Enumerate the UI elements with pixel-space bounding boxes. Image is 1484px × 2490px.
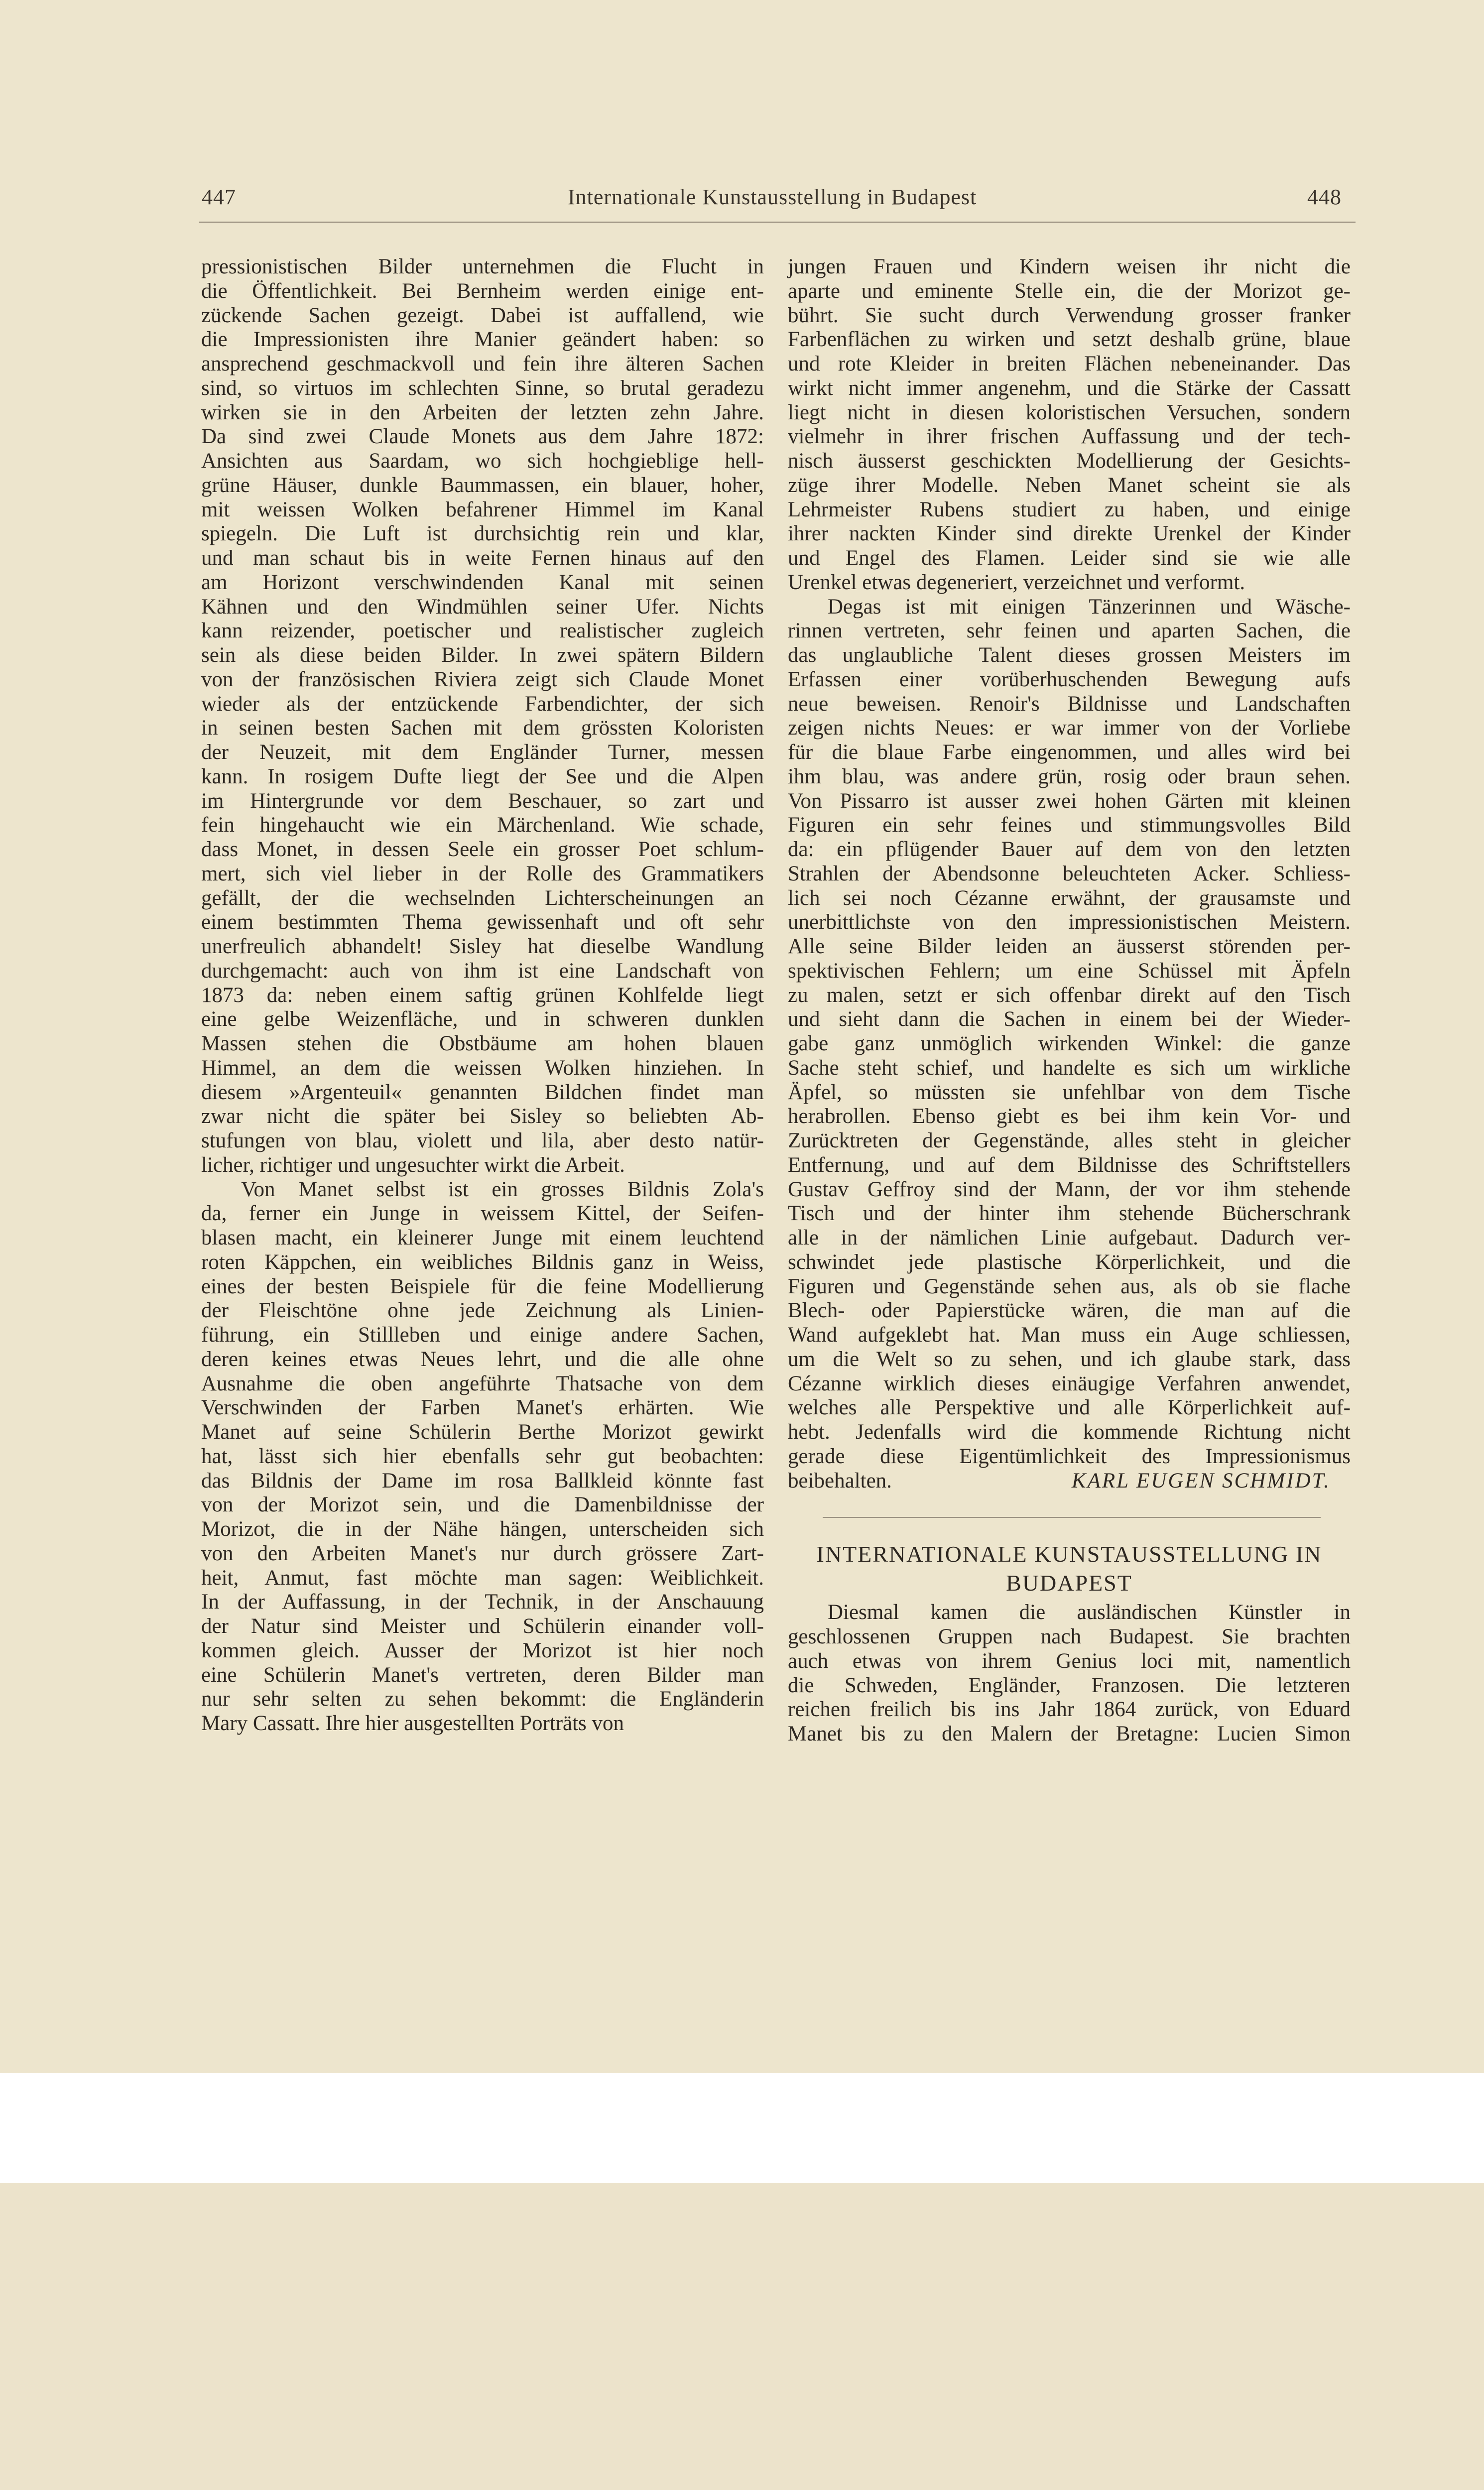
text-line: Morizot, die in der Nähe hängen, unterscheiden sich bbox=[201, 1517, 764, 1541]
text-line: vielmehr in ihrer frischen Auffassung und der tech- bbox=[788, 425, 1351, 449]
text-line: führung, ein Stillleben und einige andere Sachen, bbox=[201, 1323, 764, 1347]
text-line: dass Monet, in dessen Seele ein grosser Poet schlum- bbox=[201, 838, 764, 861]
text-line: mit weissen Wolken befahrener Himmel im Kanal bbox=[201, 498, 764, 521]
right-column-body bbox=[788, 255, 1351, 1469]
left-column bbox=[201, 255, 764, 1736]
text-line: wirkt nicht immer angenehm, und die Stärke der Cassatt bbox=[788, 376, 1351, 400]
text-line: Mary Cassatt. Ihre hier ausgestellten Porträts von bbox=[201, 1712, 624, 1735]
header-rule bbox=[199, 222, 1356, 223]
text-line: Manet bis zu den Malern der Bretagne: Lucien Simon bbox=[788, 1722, 1351, 1745]
text-line: geschlossenen Gruppen nach Budapest. Sie brachten bbox=[788, 1625, 1351, 1648]
text-line: durchgemacht: auch von ihm ist eine Landschaft von bbox=[201, 959, 764, 983]
text-line: licher, richtiger und ungesuchter wirkt die Arbeit. bbox=[201, 1153, 625, 1177]
text-line: Von Manet selbst ist ein grosses Bildnis Zola's bbox=[241, 1177, 764, 1201]
text-line: Äpfel, so müssten sie unfehlbar von dem Tische bbox=[788, 1080, 1351, 1104]
text-line: auch etwas von ihrem Genius loci mit, namentlich bbox=[788, 1649, 1351, 1673]
text-line: blasen macht, ein kleinerer Junge mit einem leuchtend bbox=[201, 1226, 764, 1249]
text-line: ihrer nackten Kinder sind direkte Urenkel der Kinder bbox=[788, 522, 1351, 546]
text-line: von der französischen Riviera zeigt sich Claude Monet bbox=[201, 667, 764, 691]
text-line: Von Pissarro ist ausser zwei hohen Gärten mit kleinen bbox=[788, 789, 1351, 813]
text-line: fein hingehaucht wie ein Märchenland. Wie schade, bbox=[201, 813, 764, 837]
text-line: deren keines etwas Neues lehrt, und die alle ohne bbox=[201, 1347, 764, 1371]
text-line: Da sind zwei Claude Monets aus dem Jahre 1872: bbox=[201, 425, 764, 449]
section-body bbox=[788, 1601, 1351, 1746]
running-title: Internationale Kunstausstellung in Budapest bbox=[568, 185, 977, 209]
footer-bar bbox=[0, 2073, 1484, 2183]
text-line: von der Morizot sein, und die Damenbildnisse der bbox=[201, 1493, 764, 1517]
text-line: Ansichten aus Saardam, wo sich hochgieblige hell- bbox=[201, 449, 764, 473]
text-line: für die blaue Farbe eingenommen, und alles wird bei bbox=[788, 741, 1351, 764]
text-line: Verschwinden der Farben Manet's erhärten. Wie bbox=[201, 1396, 764, 1420]
text-line: rinnen vertreten, sehr feinen und aparten Sachen, die bbox=[788, 619, 1351, 643]
text-line: um die Welt so zu sehen, und ich glaube stark, dass bbox=[788, 1347, 1351, 1371]
text-line: Wand aufgeklebt hat. Man muss ein Auge schliessen, bbox=[788, 1323, 1351, 1347]
text-line: unerfreulich abhandelt! Sisley hat dieselbe Wandlung bbox=[201, 935, 764, 958]
text-line: Blech- oder Papierstücke wären, die man auf die bbox=[788, 1299, 1351, 1323]
text-line: wirken sie in den Arbeiten der letzten zehn Jahre. bbox=[201, 400, 764, 424]
text-line: herabrollen. Ebenso giebt es bei ihm kein Vor- und bbox=[788, 1105, 1351, 1128]
text-line: Erfassen einer vorüberhuschenden Bewegung aufs bbox=[788, 667, 1351, 691]
text-line: Manet auf seine Schülerin Berthe Morizot gewirkt bbox=[201, 1420, 764, 1444]
section-heading-line-2: BUDAPEST bbox=[1006, 1570, 1132, 1596]
text-line: das Bildnis der Dame im rosa Ballkleid könnte fast bbox=[201, 1469, 764, 1493]
text-line: sind, so virtuos im schlechten Sinne, so brutal geradezu bbox=[201, 376, 764, 400]
text-line: diesem »Argenteuil« genannten Bildchen findet man bbox=[201, 1080, 764, 1104]
text-line: eine gelbe Weizenfläche, und in schweren dunklen bbox=[201, 1007, 764, 1031]
page-number-right: 448 bbox=[1307, 185, 1342, 209]
text-line: eines der besten Beispiele für die feine Modellierung bbox=[201, 1274, 764, 1298]
text-line: da, ferner ein Junge in weissem Kittel, der Seifen- bbox=[201, 1202, 764, 1226]
text-line: Zurücktreten der Gegenstände, alles steht in gleicher bbox=[788, 1129, 1351, 1152]
text-line: bührt. Sie sucht durch Verwendung grosser franker bbox=[788, 303, 1351, 327]
text-line: Alle seine Bilder leiden an äusserst störenden per- bbox=[788, 935, 1351, 958]
text-line: stufungen von blau, violett und lila, aber desto natür- bbox=[201, 1129, 764, 1152]
text-line: der Fleischtöne ohne jede Zeichnung als Linien- bbox=[201, 1299, 764, 1323]
text-line: ansprechend geschmackvoll und fein ihre älteren Sachen bbox=[201, 352, 764, 375]
text-line: Gustav Geffroy sind der Mann, der vor ihm stehende bbox=[788, 1177, 1351, 1201]
text-line: einem bestimmten Thema gewissenhaft und oft sehr bbox=[201, 910, 764, 934]
text-line: Farbenflächen zu wirken und setzt deshalb grüne, blaue bbox=[788, 328, 1351, 352]
text-line: zeigen nichts Neues: er war immer von der Vorliebe bbox=[788, 716, 1351, 740]
text-line: gefällt, der die wechselnden Lichterscheinungen an bbox=[201, 886, 764, 910]
last-line-text: beibehalten. bbox=[788, 1469, 892, 1493]
text-line: spektivischen Fehlern; um eine Schüssel mit Äpfeln bbox=[788, 959, 1351, 983]
text-line: Kähnen und den Windmühlen seiner Ufer. Nichts bbox=[201, 595, 764, 619]
text-line: kommen gleich. Ausser der Morizot ist hier noch bbox=[201, 1638, 764, 1662]
right-column bbox=[788, 255, 1351, 1746]
text-line: der Neuzeit, mit dem Engländer Turner, messen bbox=[201, 741, 764, 764]
text-line: gabe ganz unmöglich wirkenden Winkel: die ganze bbox=[788, 1032, 1351, 1055]
text-line: Sache steht schief, und handelte es sich um wirkliche bbox=[788, 1056, 1351, 1080]
text-line: unerbittlichste von den impressionistischen Meistern. bbox=[788, 910, 1351, 934]
text-line: schwindet jede plastische Körperlichkeit, und die bbox=[788, 1250, 1351, 1274]
text-line: 1873 da: neben einem saftig grünen Kohlfelde liegt bbox=[201, 983, 764, 1007]
text-line: und sieht dann die Sachen in einem bei der Wieder- bbox=[788, 1007, 1351, 1031]
page-number-left: 447 bbox=[202, 185, 236, 209]
text-line: aparte und eminente Stelle ein, die der Morizot ge- bbox=[788, 279, 1351, 303]
text-line: Himmel, an dem die weissen Wolken hinziehen. In bbox=[201, 1056, 764, 1080]
text-line: in seinen besten Sachen mit dem grössten Koloristen bbox=[201, 716, 764, 740]
text-line: von den Arbeiten Manet's nur durch grössere Zart- bbox=[201, 1541, 764, 1565]
text-line: das unglaubliche Talent dieses grossen Meisters im bbox=[788, 643, 1351, 667]
text-line: gerade diese Eigentümlichkeit des Impressionismus bbox=[788, 1444, 1351, 1468]
text-line: und Engel des Flamen. Leider sind sie wie alle bbox=[788, 546, 1351, 570]
text-line: kann reizender, poetischer und realistischer zugleich bbox=[201, 619, 764, 643]
text-line: Tisch und der hinter ihm stehende Bücherschrank bbox=[788, 1202, 1351, 1226]
text-line: nur sehr selten zu sehen bekommt: die Engländerin bbox=[201, 1687, 764, 1711]
text-line: liegt nicht in diesen koloristischen Versuchen, sondern bbox=[788, 400, 1351, 424]
text-line: alle in der nämlichen Linie aufgebaut. Dadurch ver- bbox=[788, 1226, 1351, 1249]
text-line: die Impressionisten ihre Manier geändert haben: so bbox=[201, 328, 764, 352]
text-line: am Horizont verschwindenden Kanal mit seinen bbox=[201, 570, 764, 594]
text-line: Strahlen der Abendsonne beleuchteten Acker. Schliess- bbox=[788, 862, 1351, 885]
text-line: mert, sich viel lieber in der Rolle des Grammatikers bbox=[201, 862, 764, 885]
text-line: lich sei noch Cézanne erwähnt, der grausamste und bbox=[788, 886, 1351, 910]
text-line: züge ihrer Modelle. Neben Manet scheint sie als bbox=[788, 473, 1351, 497]
text-line: die Öffentlichkeit. Bei Bernheim werden einige ent- bbox=[201, 279, 764, 303]
text-line: der Natur sind Meister und Schülerin einander voll- bbox=[201, 1615, 764, 1638]
text-line: Figuren ein sehr feines und stimmungsvolles Bild bbox=[788, 813, 1351, 837]
section-divider bbox=[823, 1517, 1321, 1518]
text-line: heit, Anmut, fast möchte man sagen: Weiblichkeit. bbox=[201, 1566, 764, 1590]
text-line: In der Auffassung, in der Technik, in der Anschauung bbox=[201, 1590, 764, 1614]
text-line: die Schweden, Engländer, Franzosen. Die letzteren bbox=[788, 1673, 1351, 1697]
text-line: ihm blau, was andere grün, rosig oder braun sehen. bbox=[788, 764, 1351, 788]
text-line: da: ein pflügender Bauer auf dem von den letzten bbox=[788, 838, 1351, 861]
text-line: und rote Kleider in breiten Flächen nebeneinander. Das bbox=[788, 352, 1351, 375]
text-line: Ausnahme die oben angeführte Thatsache von dem bbox=[201, 1371, 764, 1395]
text-line: Cézanne wirklich dieses einäugige Verfahren anwendet, bbox=[788, 1371, 1351, 1395]
text-line: hebt. Jedenfalls wird die kommende Richtung nicht bbox=[788, 1420, 1351, 1444]
text-line: zückende Sachen gezeigt. Dabei ist auffallend, wie bbox=[201, 303, 764, 327]
text-line: welches alle Perspektive und alle Körperlichkeit auf- bbox=[788, 1396, 1351, 1420]
text-line: zu malen, setzt er sich offenbar direkt auf den Tisch bbox=[788, 983, 1351, 1007]
text-line: und man schaut bis in weite Fernen hinaus auf den bbox=[201, 546, 764, 570]
text-line: pressionistischen Bilder unternehmen die Flucht in bbox=[201, 255, 764, 278]
text-line: hat, lässt sich hier ebenfalls sehr gut beobachten: bbox=[201, 1444, 764, 1468]
text-line: Massen stehen die Obstbäume am hohen blauen bbox=[201, 1032, 764, 1055]
author-signature: KARL EUGEN SCHMIDT. bbox=[1071, 1469, 1331, 1493]
text-line: Figuren und Gegenstände sehen aus, als ob sie flache bbox=[788, 1274, 1351, 1298]
text-line: Diesmal kamen die ausländischen Künstler in bbox=[828, 1601, 1351, 1624]
text-line: Entfernung, und auf dem Bildnisse des Schriftstellers bbox=[788, 1153, 1351, 1177]
text-line: kann. In rosigem Dufte liegt der See und die Alpen bbox=[201, 764, 764, 788]
text-line: eine Schülerin Manet's vertreten, deren Bilder man bbox=[201, 1663, 764, 1687]
signature-line bbox=[788, 1469, 1351, 1494]
text-line: Urenkel etwas degeneriert, verzeichnet und verformt. bbox=[788, 570, 1245, 594]
text-line: spiegeln. Die Luft ist durchsichtig rein und klar, bbox=[201, 522, 764, 546]
text-line: Lehrmeister Rubens studiert zu haben, und einige bbox=[788, 498, 1351, 521]
text-line: jungen Frauen und Kindern weisen ihr nicht die bbox=[788, 255, 1351, 278]
text-line: zwar nicht die später bei Sisley so beliebten Ab- bbox=[201, 1105, 764, 1128]
text-line: grüne Häuser, dunkle Baummassen, ein blauer, hoher, bbox=[201, 473, 764, 497]
text-line: wieder als der entzückende Farbendichter, der sich bbox=[201, 692, 764, 716]
text-line: sein als diese beiden Bilder. In zwei spätern Bildern bbox=[201, 643, 764, 667]
text-line: Degas ist mit einigen Tänzerinnen und Wäsche- bbox=[828, 595, 1351, 619]
section-heading-line-1: INTERNATIONALE KUNSTAUSSTELLUNG IN bbox=[816, 1541, 1322, 1567]
text-line: roten Käppchen, ein weibliches Bildnis ganz in Weiss, bbox=[201, 1250, 764, 1274]
text-line: reichen freilich bis ins Jahr 1864 zurück, von Eduard bbox=[788, 1698, 1351, 1722]
text-line: nisch äusserst geschickten Modellierung der Gesichts- bbox=[788, 449, 1351, 473]
text-line: im Hintergrunde vor dem Beschauer, so zart und bbox=[201, 789, 764, 813]
text-line: neue beweisen. Renoir's Bildnisse und Landschaften bbox=[788, 692, 1351, 716]
